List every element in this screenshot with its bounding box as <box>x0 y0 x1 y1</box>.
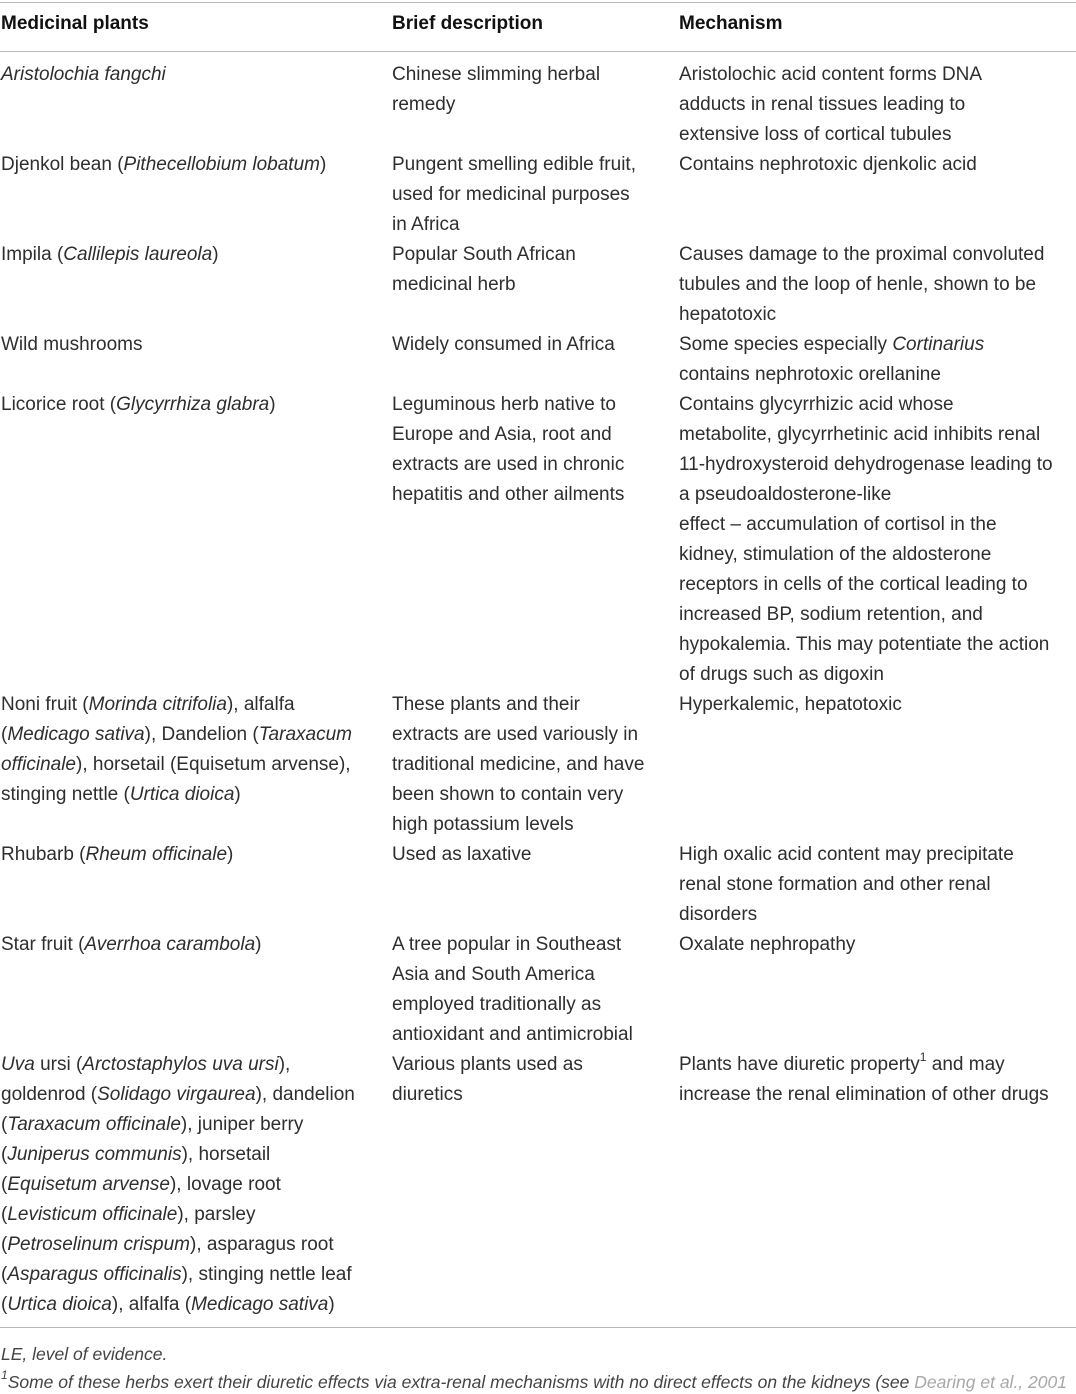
cell-line: Djenkol bean (Pithecellobium lobatum) <box>1 154 327 175</box>
cell-line: tubules and the loop of henle, shown to be <box>679 274 1037 295</box>
table-row <box>0 60 1076 150</box>
cell-line: High oxalic acid content may precipitate <box>679 844 1014 865</box>
cell-line: in Africa <box>392 214 460 235</box>
mechanism-cell <box>679 690 1071 720</box>
cell-line: Various plants used as <box>392 1054 583 1075</box>
plant-cell <box>1 840 363 870</box>
description-cell <box>392 240 660 300</box>
cell-line: Asia and South America <box>392 964 595 985</box>
cell-line: of drugs such as digoxin <box>679 664 884 685</box>
cell-line: adducts in renal tissues leading to <box>679 94 966 115</box>
cell-line: a pseudoaldosterone-like <box>679 484 892 505</box>
mechanism-cell <box>679 840 1071 930</box>
table-row <box>0 240 1076 330</box>
cell-line: (Medicago sativa), Dandelion (Taraxacum <box>1 724 352 745</box>
cell-line: traditional medicine, and have <box>392 754 645 775</box>
table-row <box>0 1050 1076 1320</box>
description-cell <box>392 390 660 510</box>
cell-line: Impila (Callilepis laureola) <box>1 244 219 265</box>
cell-line: 11-hydroxysteroid dehydrogenase leading to <box>679 454 1053 475</box>
footnote-citation-link[interactable]: Dearing et al., 2001 <box>914 1372 1067 1392</box>
mechanism-cell <box>679 390 1071 690</box>
cell-line: Aristolochia fangchi <box>1 64 166 85</box>
cell-line: Widely consumed in Africa <box>392 334 615 355</box>
table-row <box>0 930 1076 1050</box>
cell-line: Popular South African <box>392 244 576 265</box>
cell-line: hepatitis and other ailments <box>392 484 625 505</box>
table-row <box>0 840 1076 930</box>
header-mechanism: Mechanism <box>679 13 783 34</box>
header-rule <box>0 51 1076 52</box>
cell-line: Some species especially Cortinarius <box>679 334 985 355</box>
cell-line: Wild mushrooms <box>1 334 143 355</box>
mechanism-cell <box>679 240 1071 330</box>
footnote-text: Some of these herbs exert their diuretic effects via extra-renal mechanisms with no direct effects on the kidneys (see <box>7 1372 915 1392</box>
footnote-abbreviation: LE, level of evidence. <box>1 1344 168 1364</box>
plant-cell <box>1 240 363 270</box>
table-bottom-rule <box>0 1327 1076 1328</box>
cell-line: medicinal herb <box>392 274 516 295</box>
mechanism-cell <box>679 930 1071 960</box>
cell-line: hypokalemia. This may potentiate the action <box>679 634 1050 655</box>
plant-cell <box>1 150 363 180</box>
cell-line: Chinese slimming herbal <box>392 64 601 85</box>
cell-line: Contains nephrotoxic djenkolic acid <box>679 154 977 175</box>
cell-line: extracts are used in chronic <box>392 454 625 475</box>
cell-line: Uva ursi (Arctostaphylos uva ursi), <box>1 1054 291 1075</box>
header-brief-description: Brief description <box>392 13 543 34</box>
cell-line: increased BP, sodium retention, and <box>679 604 983 625</box>
cell-line: metabolite, glycyrrhetinic acid inhibits renal <box>679 424 1041 445</box>
table-row <box>0 690 1076 840</box>
description-cell <box>392 930 660 1050</box>
table-row <box>0 330 1076 390</box>
cell-line: Used as laxative <box>392 844 532 865</box>
cell-line: (Equisetum arvense), lovage root <box>1 1174 281 1195</box>
description-cell <box>392 690 660 840</box>
header-medicinal-plants: Medicinal plants <box>1 13 149 34</box>
cell-line: (Taraxacum officinale), juniper berry <box>1 1114 304 1135</box>
plant-cell <box>1 930 363 960</box>
cell-line: Pungent smelling edible fruit, <box>392 154 636 175</box>
plant-cell <box>1 1050 363 1320</box>
cell-line: (Juniperus communis), horsetail <box>1 1144 271 1165</box>
cell-line: Aristolochic acid content forms DNA <box>679 64 983 85</box>
cell-line: diuretics <box>392 1084 463 1105</box>
cell-line: Europe and Asia, root and <box>392 424 612 445</box>
cell-line: (Levisticum officinale), parsley <box>1 1204 256 1225</box>
cell-line: increase the renal elimination of other drugs <box>679 1084 1049 1105</box>
cell-line: kidney, stimulation of the aldosterone <box>679 544 992 565</box>
cell-line: antioxidant and antimicrobial <box>392 1024 633 1045</box>
cell-line: goldenrod (Solidago virgaurea), dandelion <box>1 1084 355 1105</box>
cell-line: been shown to contain very <box>392 784 624 805</box>
cell-line: Contains glycyrrhizic acid whose <box>679 394 954 415</box>
table-top-rule <box>0 2 1076 3</box>
table-row <box>0 150 1076 240</box>
description-cell <box>392 150 660 240</box>
mechanism-cell <box>679 60 1071 150</box>
cell-line: Oxalate nephropathy <box>679 934 856 955</box>
table-row <box>0 390 1076 690</box>
cell-line: Noni fruit (Morinda citrifolia), alfalfa <box>1 694 295 715</box>
plant-cell <box>1 690 363 810</box>
cell-line: renal stone formation and other renal <box>679 874 991 895</box>
description-cell <box>392 840 660 870</box>
cell-line: hepatotoxic <box>679 304 777 325</box>
cell-line: disorders <box>679 904 758 925</box>
cell-line: stinging nettle (Urtica dioica) <box>1 784 241 805</box>
cell-line: effect – accumulation of cortisol in the <box>679 514 997 535</box>
cell-line: Rhubarb (Rheum officinale) <box>1 844 234 865</box>
cell-line: (Asparagus officinalis), stinging nettle leaf <box>1 1264 352 1285</box>
cell-line: receptors in cells of the cortical leading to <box>679 574 1028 595</box>
cell-line: extracts are used variously in <box>392 724 639 745</box>
cell-line: high potassium levels <box>392 814 574 835</box>
cell-line: A tree popular in Southeast <box>392 934 622 955</box>
plant-cell <box>1 60 363 90</box>
cell-line: Plants have diuretic property$^1$ and may <box>679 1049 1005 1075</box>
cell-line: employed traditionally as <box>392 994 602 1015</box>
plant-cell <box>1 330 363 360</box>
mechanism-cell <box>679 150 1071 180</box>
cell-line: (Urtica dioica), alfalfa (Medicago sativa) <box>1 1294 335 1315</box>
cell-line: remedy <box>392 94 456 115</box>
cell-line: used for medicinal purposes <box>392 184 630 205</box>
cell-line: (Petroselinum crispum), asparagus root <box>1 1234 334 1255</box>
cell-line: Causes damage to the proximal convoluted <box>679 244 1045 265</box>
description-cell <box>392 60 660 120</box>
plant-cell <box>1 390 363 420</box>
description-cell <box>392 1050 660 1110</box>
cell-line: officinale), horsetail (Equisetum arvense), <box>1 754 351 775</box>
description-cell <box>392 330 660 360</box>
cell-line: Licorice root (Glycyrrhiza glabra) <box>1 394 276 415</box>
cell-line: Star fruit (Averrhoa carambola) <box>1 934 262 955</box>
cell-line: Hyperkalemic, hepatotoxic <box>679 694 902 715</box>
footnote-diuretic <box>1 1370 1067 1394</box>
cell-line: These plants and their <box>392 694 581 715</box>
mechanism-cell <box>679 1050 1071 1110</box>
cell-line: contains nephrotoxic orellanine <box>679 364 941 385</box>
mechanism-cell <box>679 330 1071 390</box>
footnote-marker: 1 <box>1 1368 8 1383</box>
cell-line: extensive loss of cortical tubules <box>679 124 952 145</box>
cell-line: Leguminous herb native to <box>392 394 616 415</box>
